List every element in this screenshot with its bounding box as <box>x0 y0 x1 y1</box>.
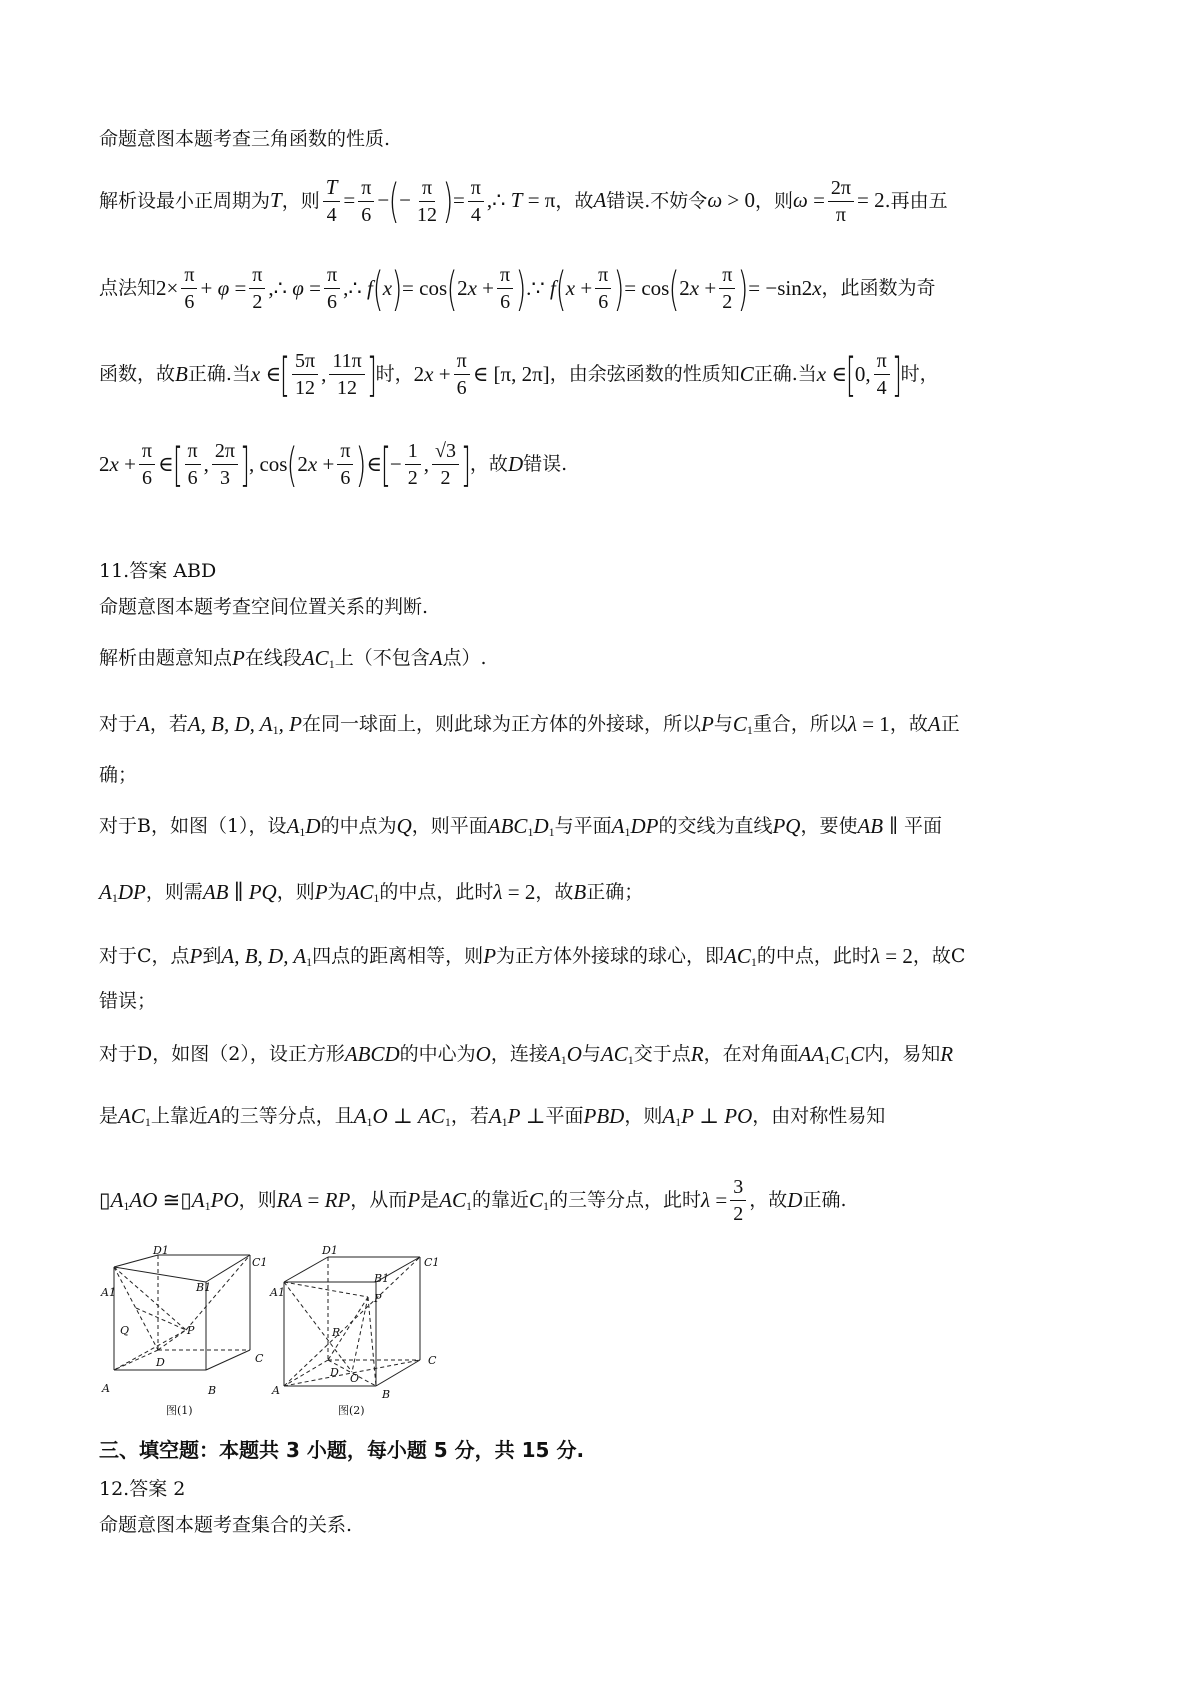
text: ，则 <box>238 1189 277 1212</box>
text: 的中心为 <box>399 1043 476 1066</box>
text: 命题意图本题考查集合的关系. <box>99 1514 353 1536</box>
text-line-6 <box>99 560 216 583</box>
text: ，则 <box>276 881 315 904</box>
text: ，则平面 <box>411 815 488 838</box>
fig2-label-r: R <box>332 1326 341 1339</box>
fig1-label-d1: D1 <box>153 1244 169 1257</box>
text: 的中点，此时 <box>756 945 871 968</box>
text-line-9: 对于 A ，若 A, B, D, $A_1$, P 在同一球面上，则此球为正方体的外接球，所以 P 与 $C_1$ 重合，所以 λ = 1 ，故 A 正 <box>99 712 960 737</box>
text: ，此函数为奇 <box>821 277 936 300</box>
text: 为正方体外接球的球心，即 <box>496 945 725 968</box>
text: 交于点 <box>633 1043 691 1066</box>
fig1-caption: 图(1) <box>166 1404 193 1417</box>
text: 与 <box>713 713 733 736</box>
text-line-8: 解析由题意知点 P 在线段 $AC_1$ 上（不包含 A 点）. <box>99 646 487 671</box>
text-line-5: 2x + $\frac{\pi}{6}$ ∈ [ $\frac{\pi}{6}$ , $\frac{2\pi}{3}$ ] , cos ( 2x + $\frac{\pi}{6}$ ) ∈ [ − $\frac{1}{2}$ , $\frac{√3}{2}$ ] ，故 D 错误. <box>99 437 568 492</box>
text: ，故 <box>535 881 574 904</box>
text: ，故 <box>889 713 928 736</box>
fig1-label-a1: A1 <box>101 1286 116 1299</box>
text: 内，易知 <box>864 1043 941 1066</box>
text: 到 <box>202 945 222 968</box>
text: 点法知 <box>99 277 157 300</box>
text: ，连接 <box>490 1043 548 1066</box>
fig2-label-c1: C1 <box>424 1256 440 1269</box>
fig1-label-d: D <box>156 1356 165 1369</box>
text: 的三等分点，且 <box>220 1105 354 1128</box>
text-line-1 <box>99 128 390 151</box>
text: 的交线为直线 <box>658 815 773 838</box>
text: 12.答案 2 <box>99 1478 186 1500</box>
text: 命题意图本题考查空间位置关系的判断. <box>99 596 429 618</box>
text: 11.答案 ABD <box>99 560 217 582</box>
text: ，要使 <box>800 815 858 838</box>
text: 时， <box>375 363 414 386</box>
text: 正确. <box>802 1189 847 1212</box>
text: 错误. <box>523 453 568 476</box>
fig1-label-p: P <box>187 1324 195 1337</box>
fig2-label-a1: A1 <box>270 1286 285 1299</box>
text: 上（不包含 <box>334 647 430 670</box>
text: 函数，故 <box>99 363 176 386</box>
text: 解析设最小正周期为 <box>99 189 271 212</box>
text: 上靠近 <box>150 1105 208 1128</box>
text: 是 <box>420 1189 440 1212</box>
text: 三、填空题：本题共 3 小题，每小题 5 分，共 15 分. <box>99 1438 585 1462</box>
text: ，则 <box>754 189 793 212</box>
text: 错误.不妨令 <box>606 189 708 212</box>
text: ，在对角面 <box>703 1043 799 1066</box>
text-line-10 <box>99 764 137 787</box>
fig2-label-d: D <box>330 1366 339 1379</box>
fig1-label-q: Q <box>120 1324 130 1337</box>
text: 对于B，如图（1），设 <box>99 815 287 838</box>
text-line-13: 对于C，点 P 到 A, B, D, $A_1$ 四点的距离相等，则 P 为正方体外接球的球心，即 $AC_1$ 的中点，此时 λ = 2 ，故C <box>99 944 966 969</box>
fig2-label-c: C <box>428 1354 437 1367</box>
fig2-label-b: B <box>382 1388 391 1401</box>
text-line-16: 是 $AC_1$ 上靠近 A 的三等分点，且 $A_1O$ ⊥ $AC_1$ ，若 $A_1P$ ⊥ 平面 PBD ，则 $A_1P$ ⊥ PO ，由对称性易知 <box>99 1104 886 1129</box>
text: ，故 <box>555 189 594 212</box>
text: 与 <box>581 1043 601 1066</box>
text: ，若 <box>149 713 188 736</box>
text: 错误； <box>99 990 157 1012</box>
fig2-label-p: P <box>374 1292 382 1305</box>
fig1-label-c: C <box>255 1352 264 1365</box>
text: ，由对称性易知 <box>752 1105 886 1128</box>
text-line-20 <box>99 1514 352 1537</box>
text: 正确.当 <box>753 363 817 386</box>
text: 的三等分点，此时 <box>549 1189 702 1212</box>
fig2-label-a: A <box>272 1384 280 1397</box>
text: 对于C，点 <box>99 945 190 968</box>
text: ，故 <box>469 453 508 476</box>
text: 命题意图本题考查三角函数的性质. <box>99 128 391 150</box>
text: 与平面 <box>554 815 612 838</box>
section-heading <box>99 1438 584 1462</box>
text: ，从而 <box>350 1189 408 1212</box>
text: 对于D，如图（2），设正方形 <box>99 1043 345 1066</box>
text: 点）. <box>442 647 487 670</box>
fig1-label-a: A <box>102 1382 110 1395</box>
text: 是 <box>99 1105 119 1128</box>
text: ，故C <box>912 945 966 968</box>
text: 为 <box>327 881 347 904</box>
text-line-4: 函数，故 B 正确.当 x ∈ [ $\frac{5\pi}{12}$ , $\frac{11\pi}{12}$ ] 时， 2x + $\frac{\pi}{6}$ ∈ [π, 2π] ，由余弦函数的性质知 C 正确.当 x ∈ [ 0, $\frac{\pi}{4}$ ] 时， <box>99 347 939 402</box>
text: 的中点为 <box>320 815 397 838</box>
text: 正 <box>940 713 960 736</box>
text: ，若 <box>450 1105 489 1128</box>
text-line-17: $▯A_1AO$ $≅▯A_1PO$ ，则 RA = RP ，从而 P 是 $AC_1$ 的靠近 $C_1$ 的三等分点，此时 λ = $\frac{3}{2}$ ，故 D 正确. <box>99 1176 847 1225</box>
text-line-2: 解析设最小正周期为 T ，则 $\frac{T}{4}$ = $\frac{\pi}{6}$ − ( − $\frac{\pi}{12}$ ) = $\frac{\pi}{4}$ ,∴ T = π ，故 A 错误.不妨令 ω > 0 ，则 ω = $\frac{2\pi}{\pi}$ = 2 .再由五 <box>99 174 948 229</box>
text-line-3: 点法知 2× $\frac{\pi}{6}$ + φ = $\frac{\pi}{2}$ ,∴ φ = $\frac{\pi}{6}$ ,∴ f ( x ) = cos ( 2x + $\frac{\pi}{6}$ ) .∵ f ( x + $\frac{\pi}{6}$ ) = cos ( 2x + $\frac{\pi}{2}$ ) = −sin2x ，此函数为奇 <box>99 261 936 316</box>
text: 对于 <box>99 713 138 736</box>
text: 平面 <box>545 1105 584 1128</box>
text: 四点的距离相等，则 <box>312 945 484 968</box>
text: ，则 <box>624 1105 663 1128</box>
fig1-label-b1: B1 <box>196 1281 212 1294</box>
text: 的靠近 <box>472 1189 530 1212</box>
text: ∥ 平面 <box>889 815 942 838</box>
text: ，则需 <box>145 881 203 904</box>
text: ，由余弦函数的性质知 <box>549 363 740 386</box>
text: 的中点，此时 <box>379 881 494 904</box>
text-line-14 <box>99 990 156 1013</box>
fig2-label-o: O <box>350 1372 360 1385</box>
text-line-11: 对于B，如图（1），设 $A_1D$ 的中点为 Q ，则平面 $ABC_1D_1$ 与平面 $A_1DP$ 的交线为直线 PQ ，要使 AB ∥ 平面 <box>99 814 942 839</box>
fig2-caption: 图(2) <box>338 1404 365 1417</box>
text-line-12: $A_1DP$ ，则需 AB ∥ PQ ，则 P 为 $AC_1$ 的中点，此时 λ = 2 ，故 B 正确； <box>99 880 644 905</box>
text: 正确.当 <box>187 363 251 386</box>
text: 在线段 <box>244 647 302 670</box>
text-line-7 <box>99 596 428 619</box>
text: 正确； <box>586 881 644 904</box>
text: ，故 <box>749 1189 788 1212</box>
text: 重合，所以 <box>752 713 848 736</box>
text: 时， <box>900 363 939 386</box>
text: .再由五 <box>884 189 948 212</box>
fig2-label-b1: B1 <box>374 1272 390 1285</box>
text: 解析由题意知点 <box>99 647 233 670</box>
text: 在同一球面上，则此球为正方体的外接球，所以 <box>301 713 701 736</box>
fig2-label-d1: D1 <box>322 1244 338 1257</box>
fig1-label-b: B <box>208 1384 217 1397</box>
text: ，则 <box>281 189 320 212</box>
fig1-label-c1: C1 <box>252 1256 268 1269</box>
text-line-19 <box>99 1478 185 1501</box>
text-line-15: 对于D，如图（2），设正方形 ABCD 的中心为 O ，连接 $A_1O$ 与 $AC_1$ 交于点 R ，在对角面 $AA_1C_1C$ 内，易知 R <box>99 1042 954 1067</box>
text: 确； <box>99 764 138 786</box>
